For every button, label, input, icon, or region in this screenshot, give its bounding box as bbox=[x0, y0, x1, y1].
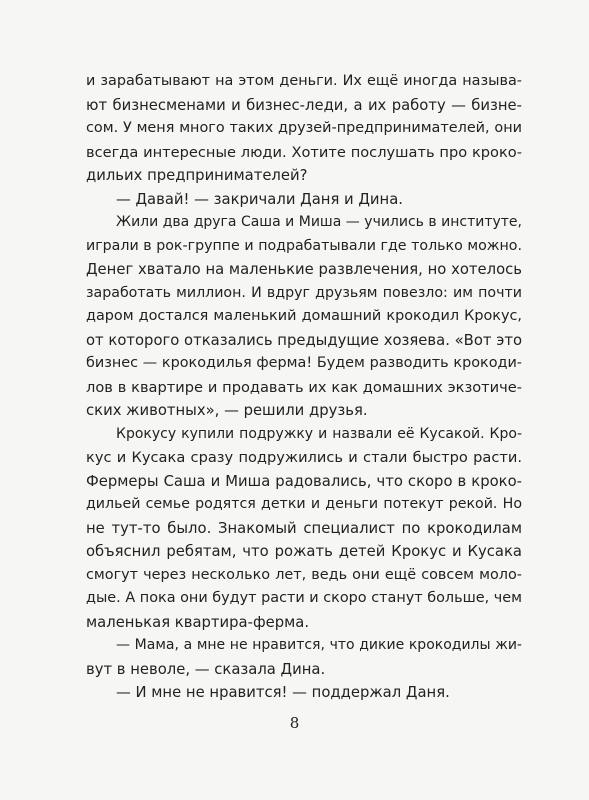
text-line: не тут-то было. Знакомый специалист по крокодилам bbox=[86, 519, 522, 537]
text-line: маленькая квартира-ферма. bbox=[86, 613, 310, 631]
text-line: дильей семье родятся детки и деньги потекут рекой. Но bbox=[86, 496, 522, 512]
text-line: — Мама, а мне не нравится, что дикие крокодилы жи- bbox=[116, 637, 522, 653]
text-line: Денег хватало на маленькие развлечения, но хотелось bbox=[86, 261, 522, 278]
text-line: от которого отказались предыдущие хозяева. «Вот это bbox=[86, 331, 522, 349]
text-line: дильих предпринимателей? bbox=[86, 167, 308, 184]
text-line: Жили два друга Саша и Миша — учились в институте, bbox=[116, 214, 522, 230]
text-line: всегда интересные люди. Хотите послушать про кроко- bbox=[86, 143, 522, 161]
body-text bbox=[86, 70, 522, 705]
text-line: даром достался маленький домашний крокодил Крокус, bbox=[86, 308, 522, 324]
text-line: Фермеры Саша и Миша радовались, что скоро в кроко- bbox=[86, 472, 522, 490]
text-line: смогут через несколько лет, ведь они ещё совсем моло- bbox=[86, 566, 522, 583]
text-line: заработать миллион. И вдруг друзьям повезло: им почти bbox=[86, 284, 522, 301]
text-line: ских животных», — решили друзья. bbox=[86, 402, 368, 419]
text-line: лов в квартире и продавать их как домашних экзотиче- bbox=[86, 378, 522, 396]
text-line: сом. У меня много таких друзей-предпринимателей, они bbox=[86, 120, 522, 136]
text-line: играли в рок-группе и подрабатывали где только можно. bbox=[86, 237, 522, 254]
text-line: — Давай! — закричали Даня и Дина. bbox=[116, 190, 403, 208]
text-line: — И мне не нравится! — поддержал Даня. bbox=[116, 684, 450, 701]
page-number: 8 bbox=[289, 714, 300, 732]
text-line: ют бизнесменами и бизнес-леди, а их работу — бизне- bbox=[86, 96, 522, 114]
text-line: дые. А пока они будут расти и скоро станут больше, чем bbox=[86, 590, 522, 606]
text-line: бизнес — крокодилья ферма! Будем разводить крокоди- bbox=[86, 355, 522, 371]
text-line: Крокусу купили подружку и назвали её Кусакой. Кро- bbox=[116, 425, 522, 442]
text-line: и зарабатывают на этом деньги. Их ещё иногда называ- bbox=[86, 73, 522, 89]
text-line: объяснил ребятам, что рожать детей Крокус и Кусака bbox=[86, 543, 522, 560]
text-line: кус и Кусака сразу подружились и стали быстро расти. bbox=[86, 449, 522, 466]
text-line: вут в неволе, — сказала Дина. bbox=[86, 660, 326, 678]
